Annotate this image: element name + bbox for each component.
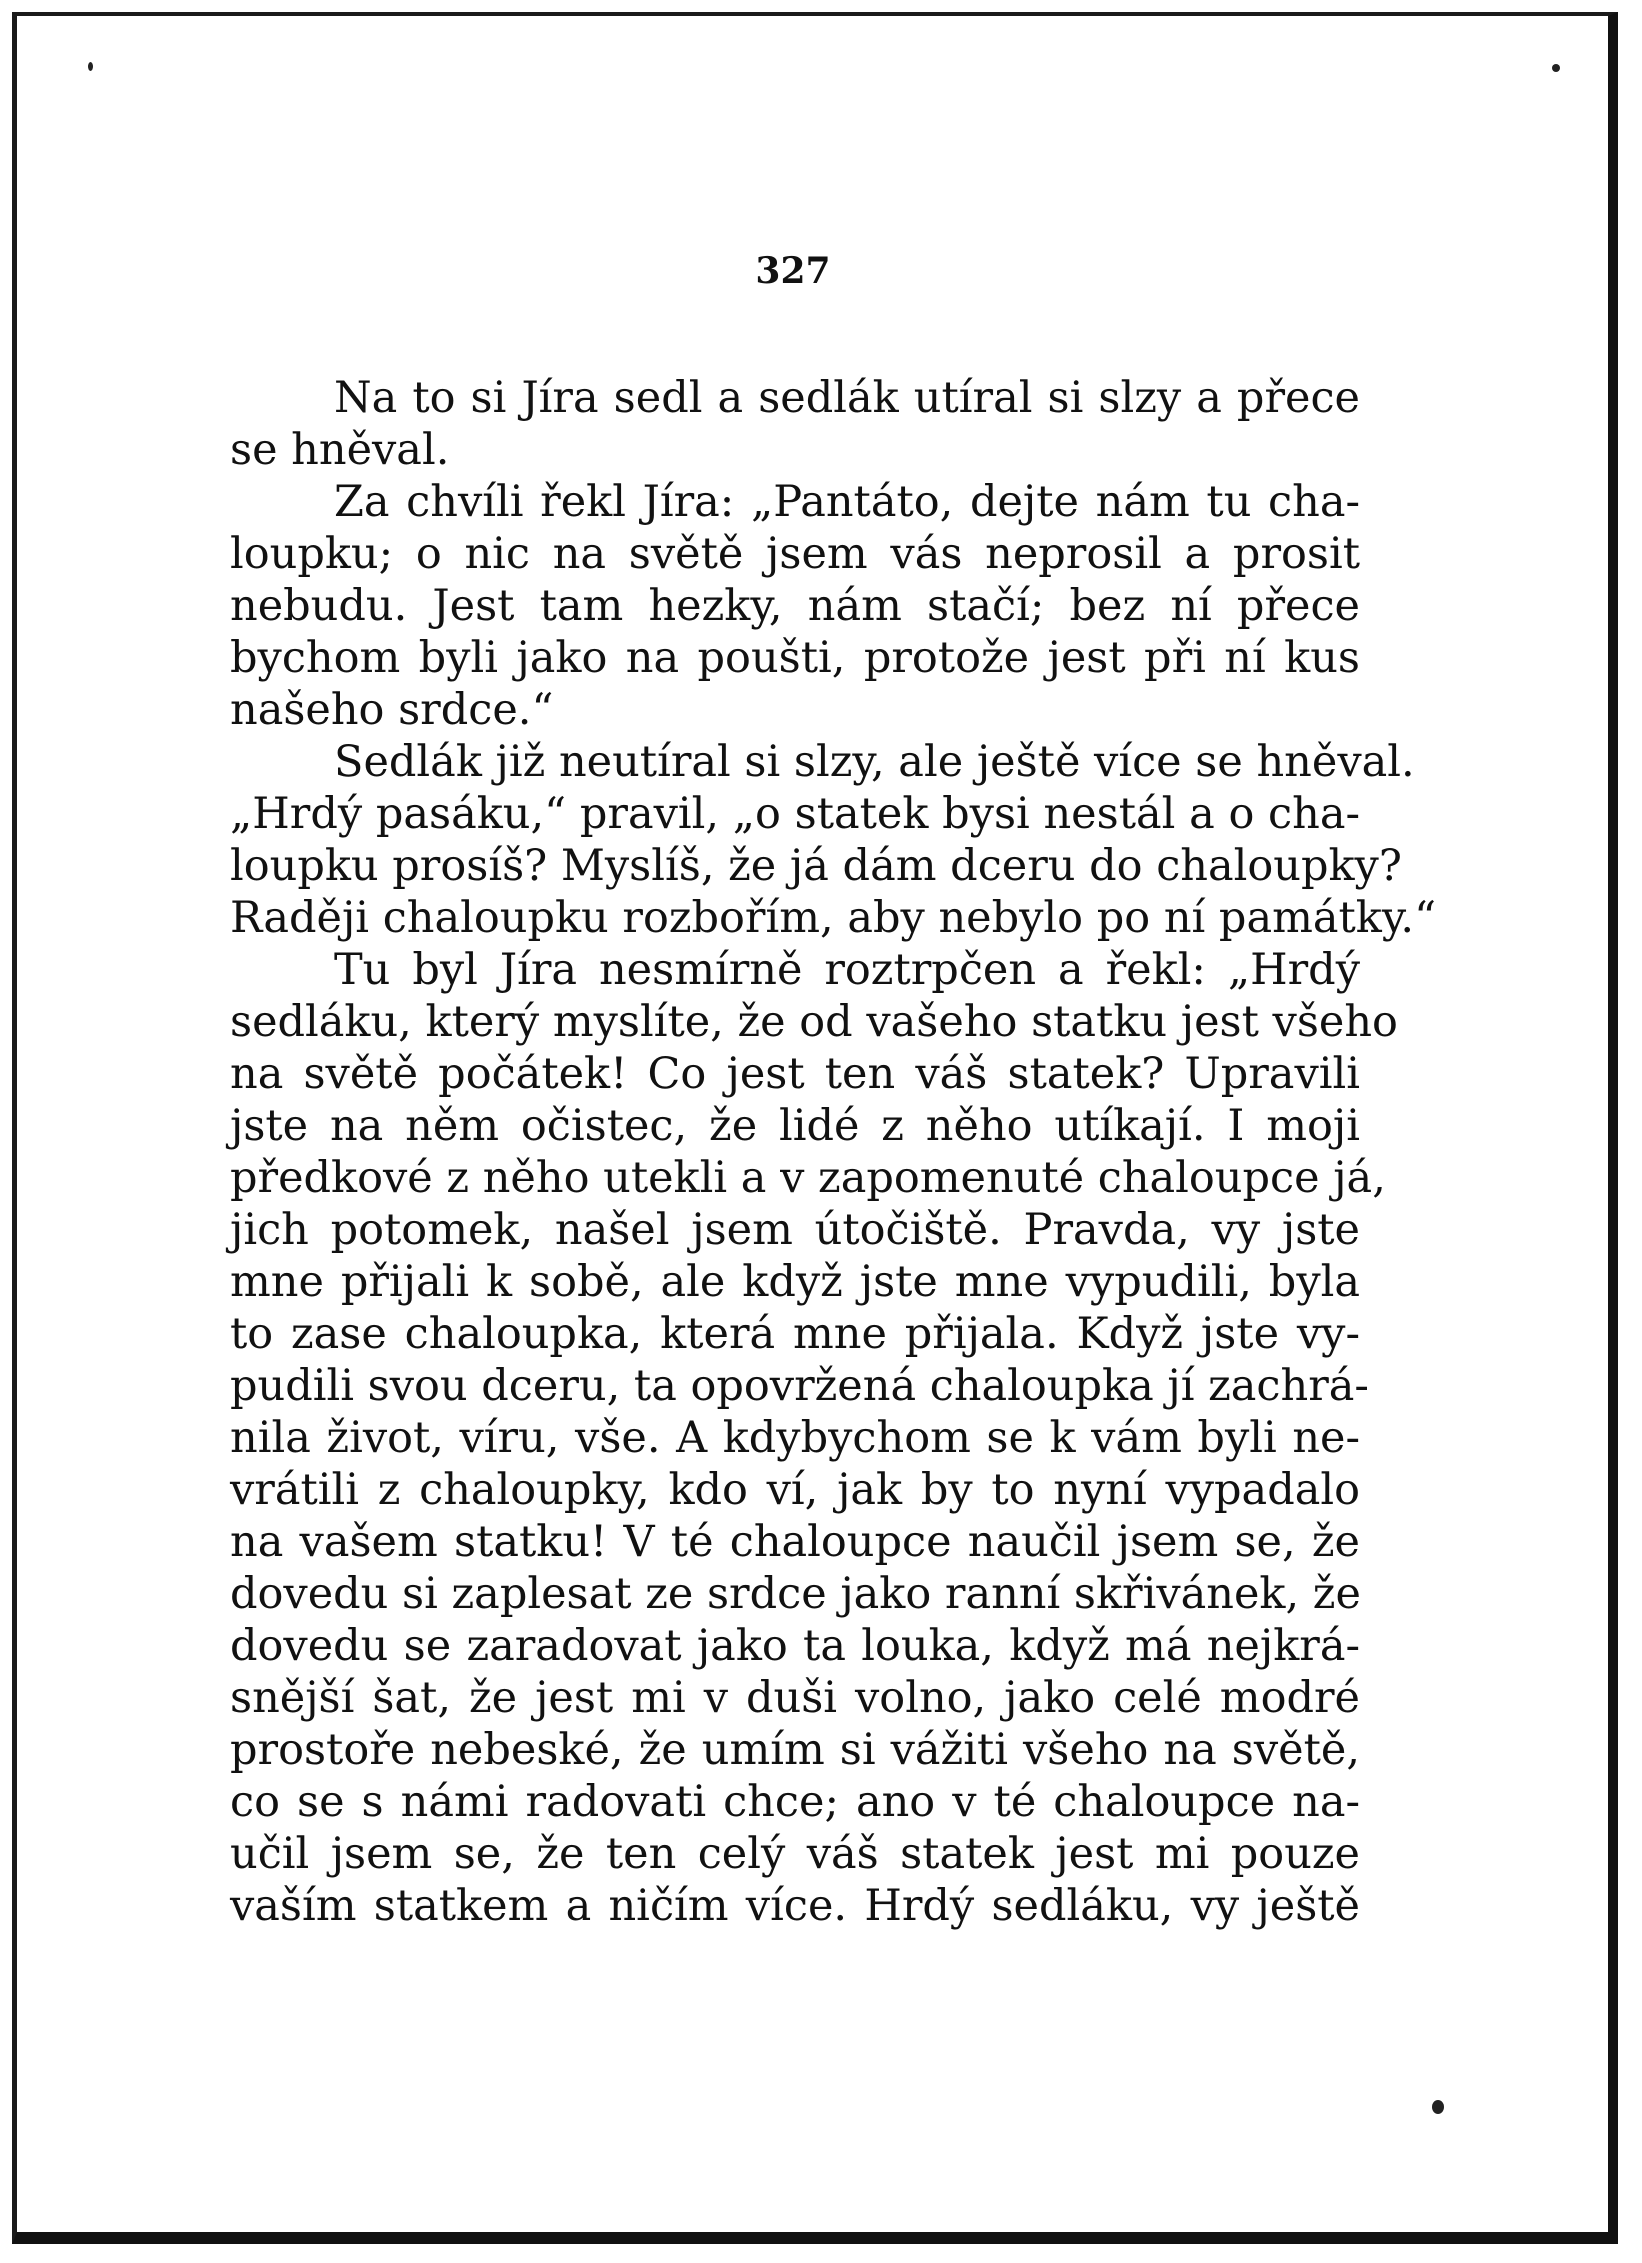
text-line: Sedlák již neutíral si slzy, ale ještě více se hněval. <box>334 737 1415 787</box>
text-line: na světě počátek! Co jest ten váš statek? Upravili <box>230 1049 1360 1099</box>
text-line: nebudu. Jest tam hezky, nám stačí; bez ní přece <box>230 581 1360 631</box>
text-line: mne přijali k sobě, ale když jste mne vypudili, byla <box>230 1257 1360 1307</box>
text-line: to zase chaloupka, která mne přijala. Když jste vy- <box>230 1309 1360 1359</box>
body-text <box>230 372 1437 1932</box>
text-line: snější šat, že jest mi v duši volno, jako celé modré <box>230 1673 1360 1723</box>
text-line: loupku prosíš? Myslíš, že já dám dceru do chaloupky? <box>230 841 1402 891</box>
text-line: našeho srdce.“ <box>230 685 554 735</box>
text-line: Za chvíli řekl Jíra: „Pantáto, dejte nám tu cha- <box>334 477 1360 527</box>
text-line: pudili svou dceru, ta opovržená chaloupka jí zachrá- <box>230 1361 1369 1411</box>
page-number: 327 <box>755 250 831 292</box>
text-line: Tu byl Jíra nesmírně roztrpčen a řekl: „Hrdý <box>334 945 1360 995</box>
text-line: jste na něm očistec, že lidé z něho utíkají. I moji <box>230 1101 1360 1151</box>
text-line: učil jsem se, že ten celý váš statek jest mi pouze <box>230 1829 1360 1879</box>
scan-speck <box>1432 2100 1444 2114</box>
text-line: se hněval. <box>230 425 450 475</box>
text-line: nila život, víru, vše. A kdybychom se k vám byli ne- <box>230 1413 1360 1463</box>
text-line: prostoře nebeské, že umím si vážiti všeho na světě, <box>230 1725 1360 1775</box>
text-line: vrátili z chaloupky, kdo ví, jak by to nyní vypadalo <box>230 1465 1360 1515</box>
scan-speck <box>1552 64 1560 72</box>
text-line: jich potomek, našel jsem útočiště. Pravda, vy jste <box>230 1205 1360 1255</box>
text-line: loupku; o nic na světě jsem vás neprosil a prosit <box>230 529 1360 579</box>
text-line: na vašem statku! V té chaloupce naučil jsem se, že <box>230 1517 1360 1567</box>
scan-speck <box>88 62 93 71</box>
text-line: vaším statkem a ničím více. Hrdý sedláku, vy ještě <box>230 1881 1360 1931</box>
text-line: „Hrdý pasáku,“ pravil, „o statek bysi nestál a o cha- <box>230 789 1360 839</box>
text-line: Raději chaloupku rozbořím, aby nebylo po ní památky.“ <box>230 893 1437 943</box>
text-line: dovedu si zaplesat ze srdce jako ranní skřivánek, že <box>230 1569 1361 1619</box>
text-line: dovedu se zaradovat jako ta louka, když má nejkrá- <box>230 1621 1360 1671</box>
text-line: bychom byli jako na poušti, protože jest při ní kus <box>230 633 1360 683</box>
text-line: co se s námi radovati chce; ano v té chaloupce na- <box>230 1777 1360 1827</box>
text-line: předkové z něho utekli a v zapomenuté chaloupce já, <box>230 1153 1386 1203</box>
text-line: sedláku, který myslíte, že od vašeho statku jest všeho <box>230 997 1398 1047</box>
text-line: Na to si Jíra sedl a sedlák utíral si slzy a přece <box>334 373 1360 423</box>
